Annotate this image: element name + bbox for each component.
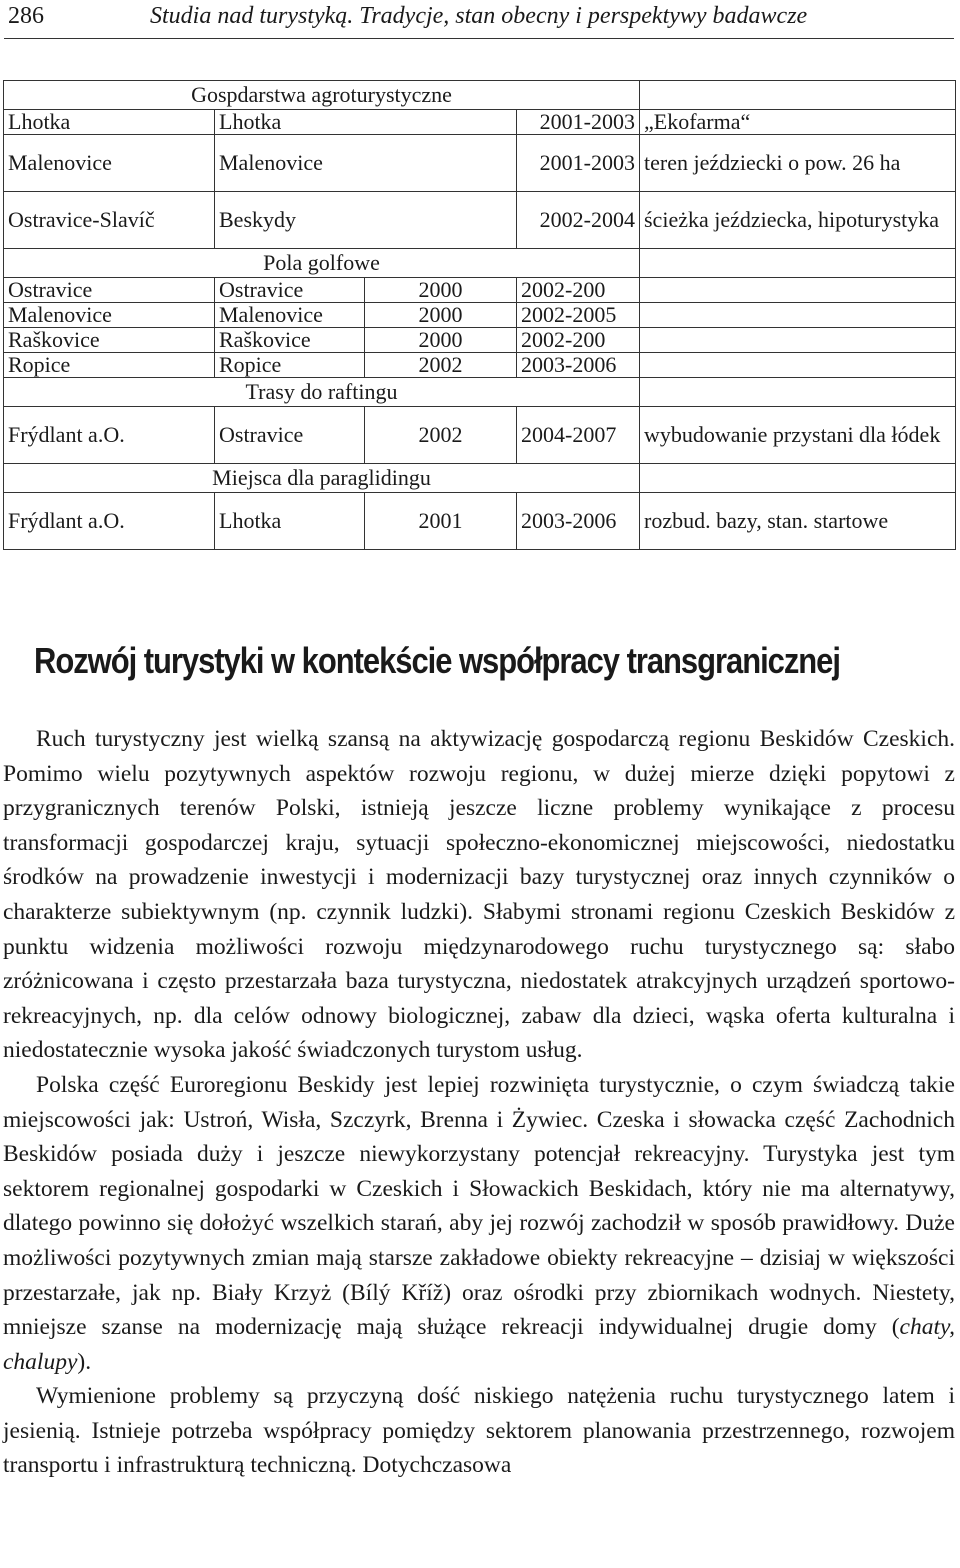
paragraph-text: ).	[77, 1348, 92, 1375]
place-cell: Raškovice	[4, 328, 215, 353]
note-cell	[640, 81, 956, 110]
table-row	[4, 493, 956, 550]
area-cell: Malenovice	[215, 135, 517, 192]
place-cell: Malenovice	[4, 135, 215, 192]
table-row	[4, 278, 956, 303]
place-cell: Ostravice-Slavíč	[4, 192, 215, 249]
paragraph: Ruch turystyczny jest wielką szansą na aktywizację gospodarczą regionu Beskidów Czeskich. Pomimo wielu pozytywnych aspektów rozwoju regionu, w dużej mierze dzięki popytowi z przygranicznych terenów Polski, istnieją jeszcze liczne problemy wynikające z procesu transformacji gospodarczej kraju, sytuacji społeczno-ekonomicznej miejscowości, niedostatku środków na prowadzenie inwestycji i modernizacji bazy turystycznej oraz innych czynników o charakterze subiektywnym (np. czynnik ludzki). Słabymi stronami regionu Czeskich Beskidów z punktu widzenia możliwości rozwoju międzynarodowego ruchu turystycznego są: słabo zróżnicowana i często przestarzała baza turystyczna, niedostatek atrakcyjnych urządzeń sportowo-rekreacyjnych, np. dla celów odnowy biologicznej, zabaw dla dzieci, wąska oferta kulturalna i niedostatecznie wysoka jakość świadczonych turystom usług.	[3, 726, 955, 1064]
note-cell: wybudowanie przystani dla łódek	[640, 407, 956, 464]
period-cell: 2002-2005	[517, 303, 640, 328]
period-cell: 2004-2007	[517, 407, 640, 464]
section-heading: Rozwój turystyki w kontekście współpracy transgranicznej	[34, 640, 840, 681]
period-cell: 2001-2003	[517, 135, 640, 192]
area-cell: Malenovice	[215, 303, 365, 328]
note-cell: rozbud. bazy, stan. startowe	[640, 493, 956, 550]
section-header-row	[4, 81, 956, 110]
note-cell	[640, 378, 956, 407]
year-cell: 2002	[365, 407, 517, 464]
period-cell: 2002-2004	[517, 192, 640, 249]
period-cell: 2003-2006	[517, 353, 640, 378]
italic-text: chaty, chalupy	[3, 1314, 955, 1375]
table-row	[4, 192, 956, 249]
area-cell: Ropice	[215, 353, 365, 378]
place-cell: Ostravice	[4, 278, 215, 303]
investments-table	[3, 80, 956, 550]
note-cell: teren jeździecki o pow. 26 ha	[640, 135, 956, 192]
note-cell	[640, 464, 956, 493]
table-row	[4, 303, 956, 328]
area-cell: Raškovice	[215, 328, 365, 353]
paragraph	[3, 1068, 955, 1379]
area-cell: Lhotka	[215, 493, 365, 550]
period-cell: 2001-2003	[517, 110, 640, 135]
note-cell	[640, 249, 956, 278]
section-header-row	[4, 464, 956, 493]
period-cell: 2003-2006	[517, 493, 640, 550]
note-cell	[640, 353, 956, 378]
note-cell	[640, 303, 956, 328]
table-row	[4, 353, 956, 378]
table-row	[4, 135, 956, 192]
section-title: Gospdarstwa agroturystyczne	[4, 81, 640, 110]
area-cell: Ostravice	[215, 407, 365, 464]
year-cell: 2000	[365, 278, 517, 303]
place-cell: Lhotka	[4, 110, 215, 135]
place-cell: Frýdlant a.O.	[4, 493, 215, 550]
table-row	[4, 328, 956, 353]
page-number: 286	[8, 3, 44, 29]
area-cell: Lhotka	[215, 110, 517, 135]
period-cell: 2002-200	[517, 328, 640, 353]
area-cell: Ostravice	[215, 278, 365, 303]
note-cell: „Ekofarma“	[640, 110, 956, 135]
section-header-row	[4, 378, 956, 407]
section-header-row	[4, 249, 956, 278]
period-cell: 2002-200	[517, 278, 640, 303]
running-title: Studia nad turystyką. Tradycje, stan obecny i perspektywy badawcze	[150, 3, 808, 29]
header-rule	[4, 38, 954, 39]
area-cell: Beskydy	[215, 192, 517, 249]
year-cell: 2001	[365, 493, 517, 550]
place-cell: Malenovice	[4, 303, 215, 328]
paragraph-text: Polska część Euroregionu Beskidy jest lepiej rozwinięta turystycznie, o czym świadczą takie miejscowości jak: Ustroń, Wisła, Szczyrk, Brenna i Żywiec. Czeska i słowacka część Zachodnich Beskidów posiada duży i jeszcze niewykorzystany potencjał rekreacyjny. Turystyka jest tym sektorem regionalnej gospodarki w Czeskich i Słowackich Beskidach, który nie ma alternatywy, dlatego powinno się dołożyć wszelkich starań, aby jej rozwój zachodził w sposób prawidłowy. Duże możliwości pozytywnych zmian mają starsze zakładowe obiekty rekreacyjne – dzisiaj w większości przestarzałe, jak np. Biały Krzyż (Bílý Kříž) oraz ośrodki przy zbiornikach wodnych. Niestety, mniejsze szanse na modernizację mają służące rekreacji indywidualnej drugie domy (	[3, 1071, 955, 1341]
paragraph: Wymienione problemy są przyczyną dość niskiego natężenia ruchu turystycznego latem i jesienią. Istnieje potrzeba współpracy pomiędzy sektorem planowania przestrzennego, rozwojem transportu i infrastrukturą techniczną. Dotychczasowa	[3, 1383, 955, 1479]
note-cell	[640, 328, 956, 353]
place-cell: Frýdlant a.O.	[4, 407, 215, 464]
note-cell	[640, 278, 956, 303]
note-cell: ścieżka jeździecka, hipoturystyka	[640, 192, 956, 249]
table-row	[4, 110, 956, 135]
table-row	[4, 407, 956, 464]
place-cell: Ropice	[4, 353, 215, 378]
year-cell: 2002	[365, 353, 517, 378]
year-cell: 2000	[365, 328, 517, 353]
section-title: Miejsca dla paraglidingu	[4, 464, 640, 493]
section-title: Trasy do raftingu	[4, 378, 640, 407]
year-cell: 2000	[365, 303, 517, 328]
body-text	[3, 722, 955, 1483]
section-title: Pola golfowe	[4, 249, 640, 278]
running-header	[6, 0, 954, 34]
